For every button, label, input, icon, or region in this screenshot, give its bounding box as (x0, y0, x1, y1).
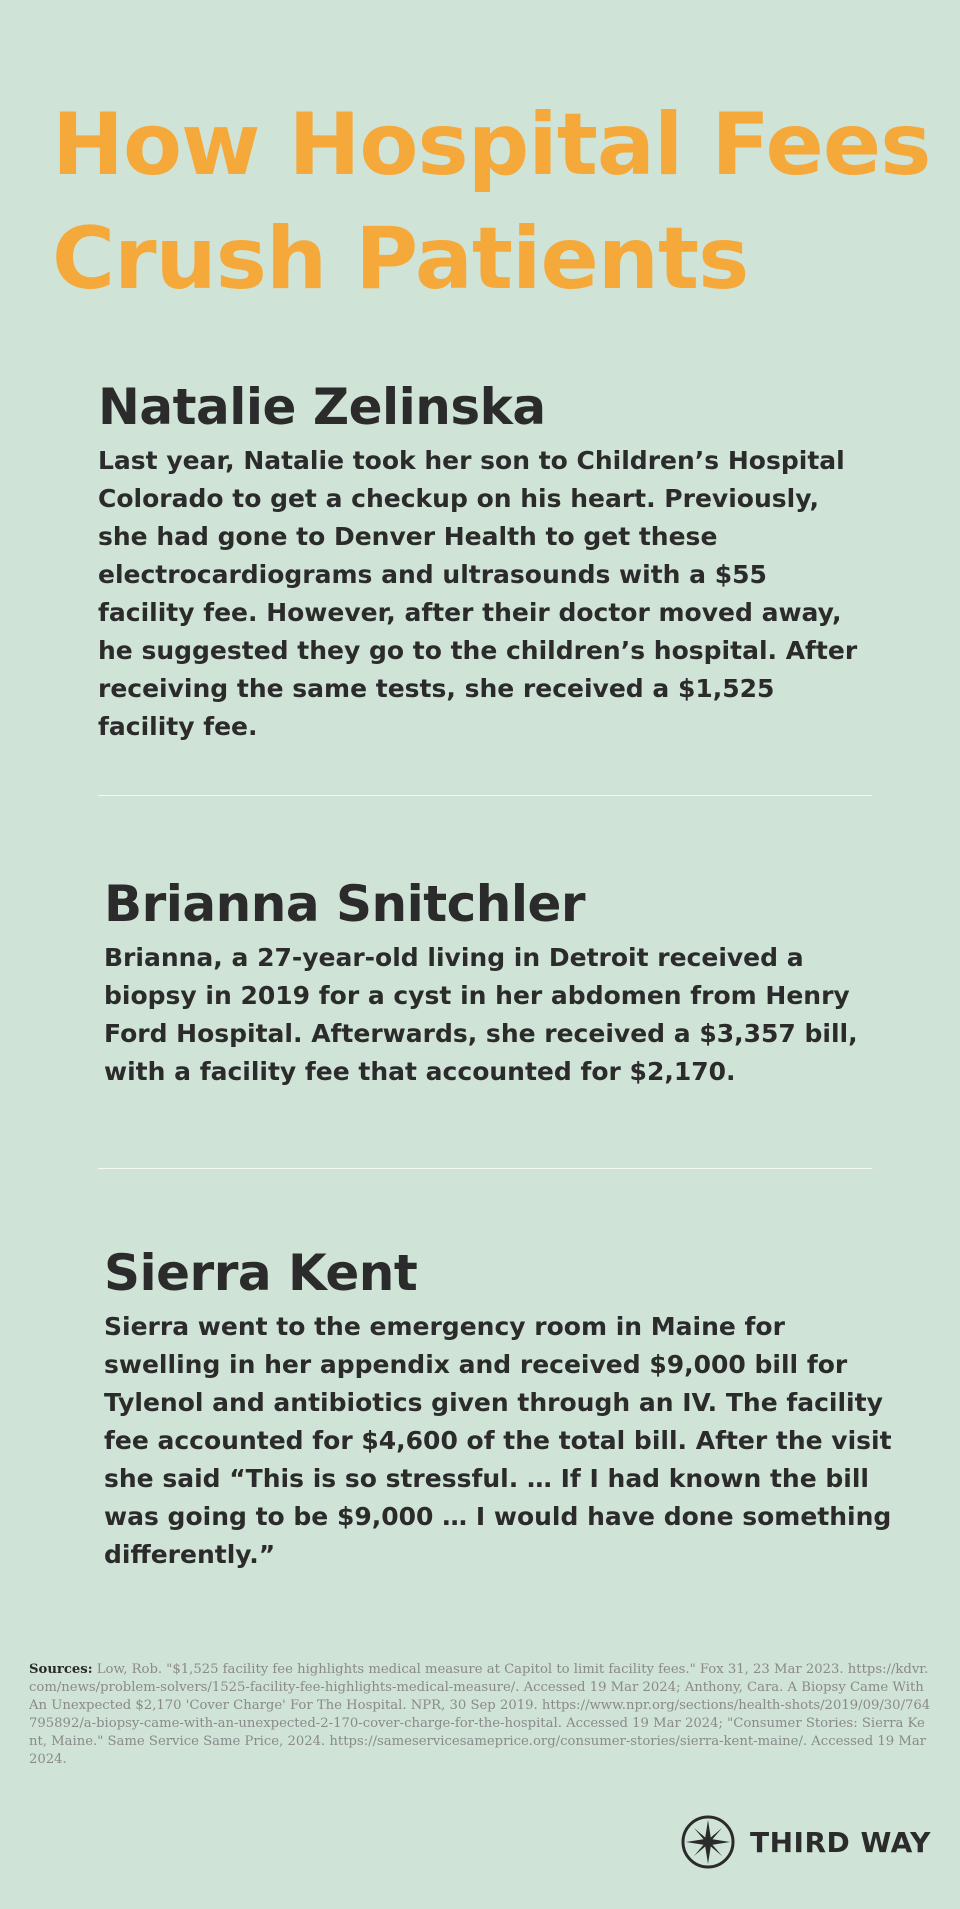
page-title: How Hospital Fees Crush Patients (52, 95, 931, 309)
story-natalie-zelinska (98, 376, 868, 746)
story-name: Sierra Kent (104, 1244, 418, 1302)
story-text: Brianna, a 27-year-old living in Detroit received a biopsy in 2019 for a cyst in her abdomen from Henry Ford Hospital. Afterwards, she received a $3,357 bill, with a facility fee that accounted for $2,170. (104, 943, 858, 1086)
story-brianna-snitchler (104, 873, 894, 1091)
story-text: Last year, Natalie took her son to Children’s Hospital Colorado to get a checkup on his heart. Previously, she had gone to Denver Health to get these electrocardiograms and ultrasounds with a $55 facility fee. However, after their doctor moved away, he suggested they go to the children’s hospital. After receiving the same tests, she received a $1,525 facility fee. (98, 446, 858, 741)
story-name: Natalie Zelinska (98, 378, 546, 436)
logo-text: THIRD WAY (750, 1825, 931, 1859)
story-sierra-kent (104, 1242, 894, 1574)
sources-text: Low, Rob. "$1,525 facility fee highlights medical measure at Capitol to limit facility fees." Fox 31, 23 Mar 2023. https://kdvr.com/news/problem-solvers/1525-facility-fee-highlights-medical-measure/. Accessed 19 Mar 2024; Anthony, Cara. A Biopsy Came With An Unexpected $2,170 'Cover Charge' For The Hospital. NPR, 30 Sep 2019. https://www.npr.org/sections/health-shots/2019/09/30/764795892/a-biopsy-came-with-an-unexpected-2-170-cover-charge-for-the-hospital. Accessed 19 Mar 2024; "Consumer Stories: Sierra Kent, Maine." Same Service Same Price, 2024. https://sameservicesameprice.org/consumer-stories/sierra-kent-maine/. Accessed 19 Mar 2024. (29, 1662, 931, 1767)
sources-label: Sources: (29, 1662, 93, 1677)
story-text: Sierra went to the emergency room in Maine for swelling in her appendix and received $9,000 bill for Tylenol and antibiotics given through an IV. The facility fee accounted for $4,600 of the total bill. After the visit she said “This is so stressful. … If I had known the bill was going to be $9,000 … I would have done something differently.” (104, 1312, 892, 1569)
third-way-logo (680, 1814, 931, 1870)
sources-citation (29, 1661, 933, 1769)
section-divider (98, 795, 872, 796)
section-divider (98, 1168, 872, 1169)
compass-star-icon (680, 1814, 736, 1870)
story-name: Brianna Snitchler (104, 875, 586, 933)
